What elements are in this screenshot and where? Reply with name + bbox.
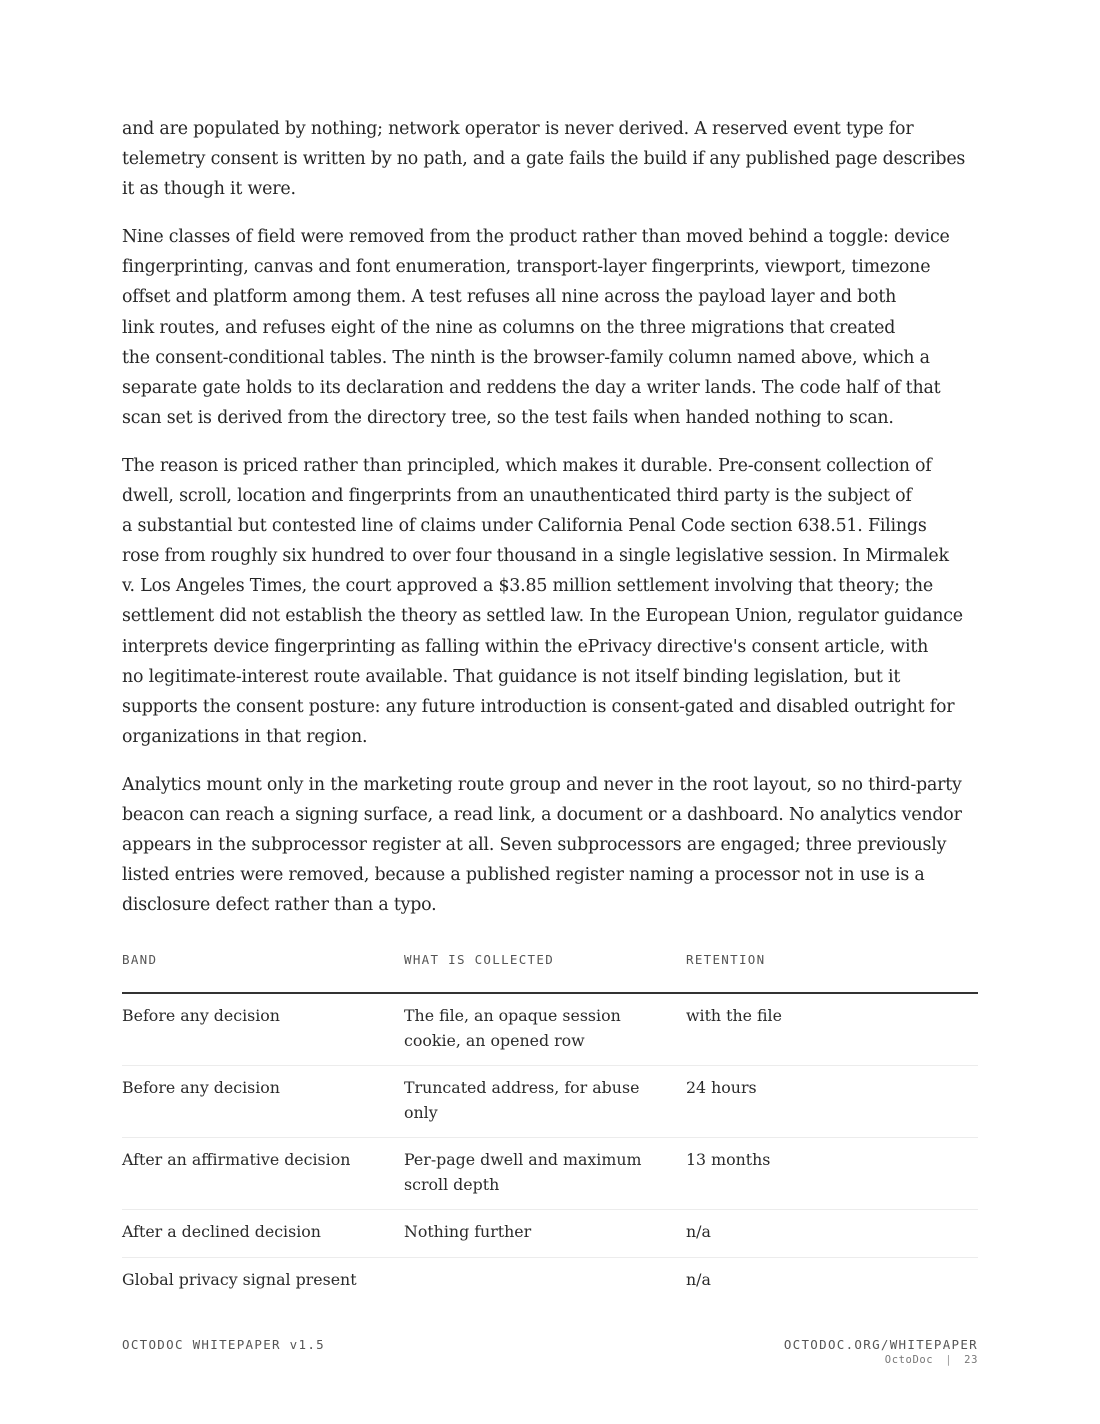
retention-cell: n/a: [686, 1270, 711, 1290]
paragraph-line: fingerprinting, canvas and font enumeration, transport-layer fingerprints, viewport, timezone: [122, 257, 931, 278]
paragraph-3: [122, 451, 978, 752]
paragraph-line: it as though it were.: [122, 179, 296, 200]
paragraph-line: telemetry consent is written by no path, and a gate fails the build if any published page describes: [122, 149, 966, 170]
paragraph-line: beacon can reach a signing surface, a read link, a document or a dashboard. No analytics vendor: [122, 804, 962, 825]
footer-separator: |: [945, 1354, 953, 1366]
paragraph-line: separate gate holds to its declaration and reddens the day a writer lands. The code half of that: [122, 377, 941, 398]
footer-document-title: OCTODOC WHITEPAPER v1.5: [122, 1337, 325, 1352]
paragraph-line: offset and platform among them. A test refuses all nine across the payload layer and both: [122, 287, 897, 308]
column-header-band: BAND: [122, 952, 158, 968]
band-cell: Before any decision: [122, 1078, 280, 1098]
paragraph-line: and are populated by nothing; network operator is never derived. A reserved event type for: [122, 119, 914, 139]
collected-line: cookie, an opened row: [404, 1030, 585, 1050]
paragraph-line: listed entries were removed, because a published register naming a processor not in use is a: [122, 865, 925, 886]
table-row: [122, 1210, 978, 1258]
retention-cell: 13 months: [686, 1150, 771, 1170]
collected-line: Nothing further: [404, 1222, 532, 1242]
collected-cell: [404, 1004, 686, 1065]
paragraph-line: the consent-conditional tables. The ninth is the browser-family column named above, which a: [122, 347, 930, 368]
footer-right: [784, 1337, 978, 1366]
collected-cell: [404, 1268, 686, 1306]
column-header-collected: WHAT IS COLLECTED: [404, 952, 555, 968]
table-row: [122, 1066, 978, 1138]
paragraph-line: supports the consent posture: any future introduction is consent-gated and disabled outright for: [122, 696, 955, 717]
paragraph-line: no legitimate-interest route available. That guidance is not itself binding legislation, but it: [122, 666, 901, 687]
band-cell: After a declined decision: [122, 1222, 321, 1242]
paragraph-line: appears in the subprocessor register at all. Seven subprocessors are engaged; three previously: [122, 835, 947, 856]
paragraph-line: scan set is derived from the directory tree, so the test fails when handed nothing to scan.: [122, 407, 894, 428]
table-row: [122, 994, 978, 1066]
paragraph-line: dwell, scroll, location and fingerprints from an unauthenticated third party is the subject of: [122, 486, 912, 507]
collected-line: Per-page dwell and maximum: [404, 1150, 642, 1170]
band-cell: Global privacy signal present: [122, 1270, 357, 1290]
retention-cell: with the file: [686, 1006, 782, 1026]
collected-line: Truncated address, for abuse: [404, 1078, 640, 1098]
collected-line: The file, an opaque session: [404, 1006, 621, 1026]
paragraph-line: interprets device fingerprinting as falling within the ePrivacy directive's consent article, with: [122, 636, 929, 657]
collected-line: scroll depth: [404, 1174, 500, 1194]
footer-url: OCTODOC.ORG/WHITEPAPER: [783, 1337, 978, 1352]
collected-line: only: [404, 1102, 438, 1122]
paragraph-line: rose from roughly six hundred to over four thousand in a single legislative session. In Mirmalek: [122, 546, 949, 567]
paragraph-line: settlement did not establish the theory as settled law. In the European Union, regulator guidance: [122, 606, 963, 627]
band-cell: After an affirmative decision: [122, 1150, 351, 1170]
paragraph-line: Analytics mount only in the marketing route group and never in the root layout, so no third-party: [122, 774, 962, 795]
band-cell: Before any decision: [122, 1006, 280, 1026]
collection-table: [122, 950, 978, 1306]
document-body: [122, 114, 978, 1306]
paragraph-line: Nine classes of field were removed from the product rather than moved behind a toggle: device: [122, 227, 950, 248]
collected-cell: [404, 1148, 686, 1209]
paragraph-line: link routes, and refuses eight of the nine as columns on the three migrations that created: [122, 317, 896, 338]
collected-cell: [404, 1220, 686, 1257]
table-row: [122, 1258, 978, 1306]
paragraph-4: [122, 770, 978, 920]
column-header-retention: RETENTION: [686, 952, 766, 968]
paragraph-line: disclosure defect rather than a typo.: [122, 895, 437, 916]
table-row: [122, 1138, 978, 1210]
page-number: 23: [964, 1354, 978, 1366]
paragraph-line: a substantial but contested line of claims under California Penal Code section 638.51. Filings: [122, 516, 927, 537]
paragraph-line: v. Los Angeles Times, the court approved a $3.85 million settlement involving that theory; the: [122, 576, 933, 597]
footer-meta: [784, 1354, 978, 1366]
paragraph-2: [122, 222, 978, 433]
retention-cell: 24 hours: [686, 1078, 757, 1098]
paragraph-line: The reason is priced rather than principled, which makes it durable. Pre-consent collection of: [122, 455, 932, 476]
retention-cell: n/a: [686, 1222, 711, 1242]
collected-cell: [404, 1076, 686, 1137]
paragraph-1: [122, 114, 978, 204]
paragraph-line: organizations in that region.: [122, 726, 368, 747]
footer-brand: OctoDoc: [884, 1354, 934, 1366]
table-header: [122, 950, 978, 994]
